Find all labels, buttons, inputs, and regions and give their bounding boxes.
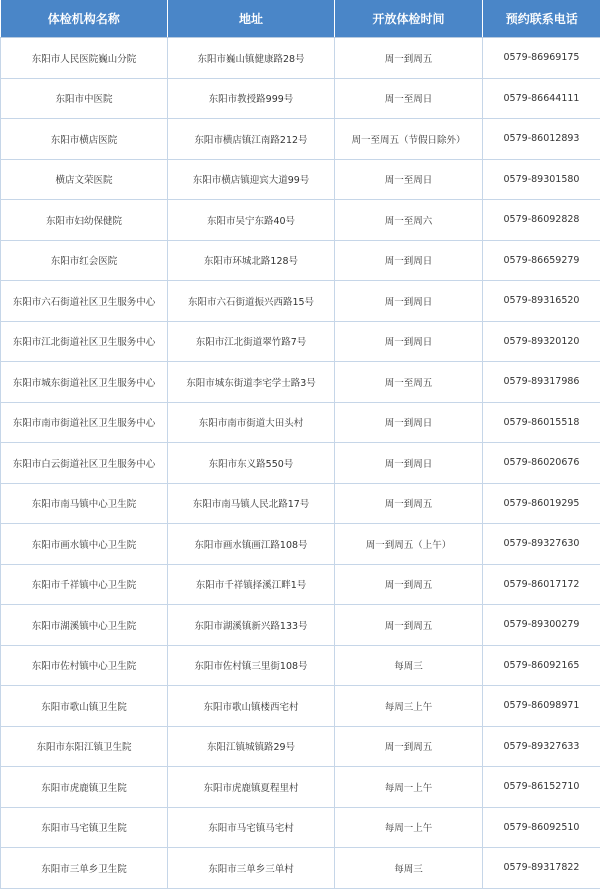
cell-open-hours: 周一到周日 [335,443,483,484]
cell-address: 东阳市歌山镇楼西宅村 [168,686,335,727]
table-row [1,564,600,605]
cell-address: 东阳市教授路999号 [168,78,335,119]
header-row [1,0,600,38]
cell-open-hours: 每周三上午 [335,686,483,727]
cell-address: 东阳市三单乡三单村 [168,848,335,889]
cell-phone: 0579-86092510 [483,807,600,848]
cell-phone: 0579-86644111 [483,78,600,119]
table-row [1,605,600,646]
cell-institution-name: 东阳市歌山镇卫生院 [1,686,168,727]
cell-institution-name: 横店文荣医院 [1,159,168,200]
table-row [1,483,600,524]
table-row [1,807,600,848]
header-open-hours: 开放体检时间 [335,0,483,38]
cell-open-hours: 周一到周日 [335,402,483,443]
cell-open-hours: 周一至周五（节假日除外） [335,119,483,160]
table-row [1,767,600,808]
cell-institution-name: 东阳市城东街道社区卫生服务中心 [1,362,168,403]
header-institution-name: 体检机构名称 [1,0,168,38]
cell-open-hours: 周一到周日 [335,240,483,281]
cell-address: 东阳江镇城镇路29号 [168,726,335,767]
cell-institution-name: 东阳市画水镇中心卫生院 [1,524,168,565]
table-row [1,240,600,281]
cell-phone: 0579-89320120 [483,321,600,362]
cell-address: 东阳市吴宁东路40号 [168,200,335,241]
cell-institution-name: 东阳市虎鹿镇卫生院 [1,767,168,808]
cell-address: 东阳市画水镇画江路108号 [168,524,335,565]
table-row [1,200,600,241]
cell-phone: 0579-86015518 [483,402,600,443]
cell-open-hours: 周一到周日 [335,321,483,362]
cell-open-hours: 周一到周五 [335,38,483,79]
cell-open-hours: 每周一上午 [335,807,483,848]
table-row [1,686,600,727]
cell-open-hours: 每周三 [335,848,483,889]
cell-open-hours: 周一至周五 [335,362,483,403]
table-row [1,159,600,200]
cell-phone: 0579-86019295 [483,483,600,524]
cell-phone: 0579-86659279 [483,240,600,281]
cell-open-hours: 周一到周五 [335,726,483,767]
cell-institution-name: 东阳市南马镇中心卫生院 [1,483,168,524]
cell-phone: 0579-86098971 [483,686,600,727]
cell-institution-name: 东阳市三单乡卫生院 [1,848,168,889]
table-row [1,362,600,403]
cell-institution-name: 东阳市东阳江镇卫生院 [1,726,168,767]
cell-address: 东阳市江北街道翠竹路7号 [168,321,335,362]
table-row [1,402,600,443]
cell-open-hours: 周一到周五（上午） [335,524,483,565]
cell-address: 东阳市千祥镇择溪江畔1号 [168,564,335,605]
cell-institution-name: 东阳市马宅镇卫生院 [1,807,168,848]
cell-address: 东阳市马宅镇马宅村 [168,807,335,848]
cell-phone: 0579-86092165 [483,645,600,686]
cell-phone: 0579-89317986 [483,362,600,403]
table-row [1,78,600,119]
cell-address: 东阳市东义路550号 [168,443,335,484]
cell-address: 东阳市佐村镇三里街108号 [168,645,335,686]
cell-address: 东阳市虎鹿镇夏程里村 [168,767,335,808]
cell-institution-name: 东阳市横店医院 [1,119,168,160]
table-row [1,119,600,160]
cell-open-hours: 每周三 [335,645,483,686]
cell-address: 东阳市南市街道大田头村 [168,402,335,443]
cell-phone: 0579-89301580 [483,159,600,200]
cell-open-hours: 周一到周日 [335,281,483,322]
table-row [1,38,600,79]
cell-institution-name: 东阳市中医院 [1,78,168,119]
cell-address: 东阳市巍山镇健康路28号 [168,38,335,79]
cell-institution-name: 东阳市红会医院 [1,240,168,281]
cell-institution-name: 东阳市白云街道社区卫生服务中心 [1,443,168,484]
cell-institution-name: 东阳市南市街道社区卫生服务中心 [1,402,168,443]
cell-open-hours: 周一至周日 [335,78,483,119]
cell-institution-name: 东阳市湖溪镇中心卫生院 [1,605,168,646]
header-phone: 预约联系电话 [483,0,600,38]
cell-address: 东阳市南马镇人民北路17号 [168,483,335,524]
cell-open-hours: 每周一上午 [335,767,483,808]
cell-phone: 0579-86012893 [483,119,600,160]
table-row [1,848,600,889]
cell-address: 东阳市湖溪镇新兴路133号 [168,605,335,646]
table-row [1,281,600,322]
cell-open-hours: 周一到周五 [335,483,483,524]
cell-address: 东阳市城东街道李宅学士路3号 [168,362,335,403]
cell-phone: 0579-89327630 [483,524,600,565]
cell-phone: 0579-86969175 [483,38,600,79]
cell-phone: 0579-86092828 [483,200,600,241]
cell-address: 东阳市六石街道振兴西路15号 [168,281,335,322]
table-row [1,726,600,767]
table-header [1,0,600,38]
cell-phone: 0579-86017172 [483,564,600,605]
cell-phone: 0579-89300279 [483,605,600,646]
cell-address: 东阳市横店镇迎宾大道99号 [168,159,335,200]
cell-phone: 0579-89327633 [483,726,600,767]
cell-institution-name: 东阳市千祥镇中心卫生院 [1,564,168,605]
cell-address: 东阳市环城北路128号 [168,240,335,281]
cell-institution-name: 东阳市妇幼保健院 [1,200,168,241]
table-row [1,321,600,362]
cell-institution-name: 东阳市佐村镇中心卫生院 [1,645,168,686]
cell-open-hours: 周一至周六 [335,200,483,241]
cell-address: 东阳市横店镇江南路212号 [168,119,335,160]
table-row [1,443,600,484]
cell-institution-name: 东阳市六石街道社区卫生服务中心 [1,281,168,322]
cell-phone: 0579-89316520 [483,281,600,322]
cell-open-hours: 周一至周日 [335,159,483,200]
table-row [1,645,600,686]
table-body [1,38,600,889]
header-address: 地址 [168,0,335,38]
cell-open-hours: 周一到周五 [335,564,483,605]
cell-phone: 0579-86020676 [483,443,600,484]
cell-open-hours: 周一到周五 [335,605,483,646]
table-row [1,524,600,565]
cell-institution-name: 东阳市江北街道社区卫生服务中心 [1,321,168,362]
cell-phone: 0579-86152710 [483,767,600,808]
cell-institution-name: 东阳市人民医院巍山分院 [1,38,168,79]
cell-phone: 0579-89317822 [483,848,600,889]
